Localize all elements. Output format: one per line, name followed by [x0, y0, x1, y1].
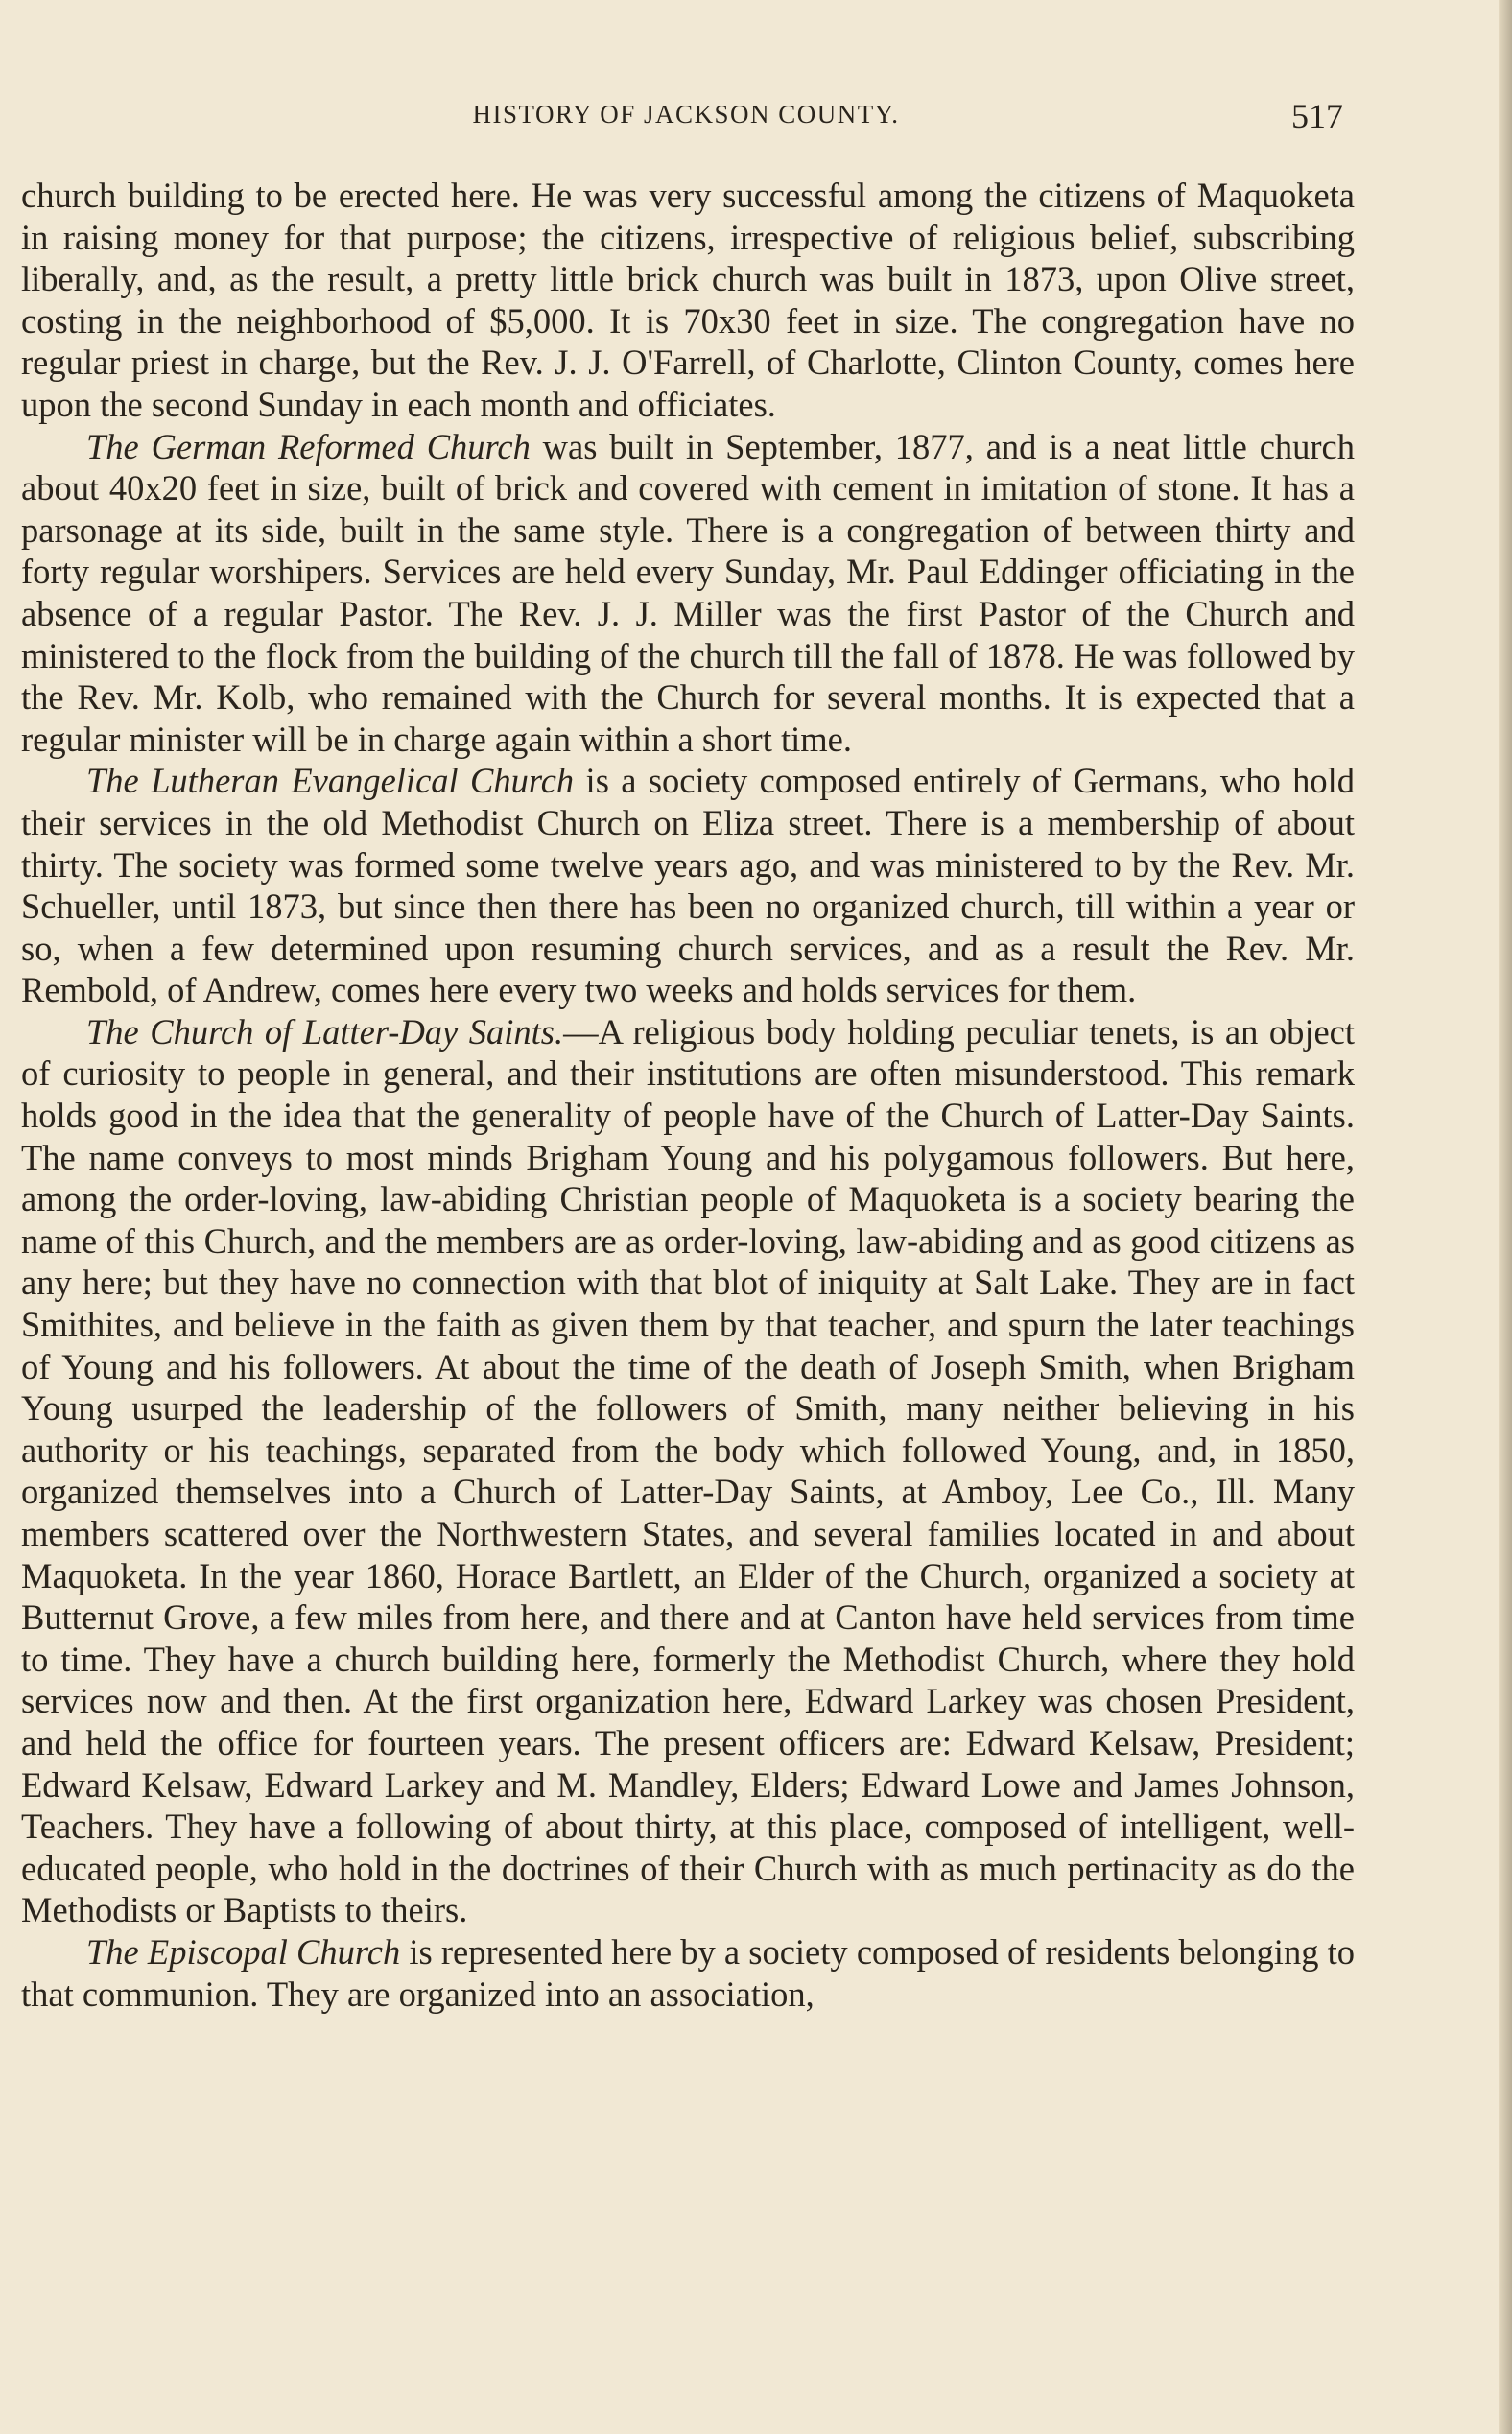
paragraph-latter-day-saints — [21, 1011, 1355, 1931]
paragraph-text: is represented here by a society composed of residents belonging to that communion. They are organized into an association, — [21, 1931, 1355, 2014]
paragraph-lutheran-evangelical-church — [21, 760, 1355, 1011]
paragraph-text: —A religious body holding peculiar tenets, is an object of curiosity to people in general, and their institutions are often misunderstood. This remark holds good in the idea that the generality of people have of the Church of Latter-Day Saints. The name conveys to most minds Brigham Young and his polygamous followers. But here, among the order-loving, law-abiding Christian people of Maquoketa is a society bearing the name of this Church, and the members are as order-loving, law-abiding and as good citizens as any here; but they have no connection with that blot of iniquity at Salt Lake. They are in fact Smithites, and believe in the faith as given them by that teacher, and spurn the later teachings of Young and his followers. At about the time of the death of Joseph Smith, when Brigham Young usurped the leadership of the followers of Smith, many neither believing in his authority or his teachings, separated from the body which followed Young, and, in 1850, organized themselves into a Church of Latter-Day Saints, at Amboy, Lee Co., Ill. Many members scattered over the Northwestern States, and several families located in and about Maquoketa. In the year 1860, Horace Bartlett, an Elder of the Church, organized a society at Butternut Grove, a few miles from here, and there and at Canton have held services from time to time. They have a church building here, formerly the Methodist Church, where they hold services now and then. At the first organization here, Edward Larkey was chosen President, and held the office for fourteen years. The present officers are: Edward Kelsaw, President; Edward Kelsaw, Edward Larkey and M. Mandley, Elders; Edward Lowe and James Johnson, Teachers. They have a following of about thirty, at this place, composed of intelligent, well-educated people, who hold in the doctrines of their Church with as much pertinacity as do the Methodists or Baptists to theirs. — [21, 1011, 1356, 1930]
paragraph-episcopal-church — [21, 1931, 1355, 2015]
running-title: HISTORY OF JACKSON COUNTY. — [472, 100, 900, 129]
section-lead-german-reformed: The German Reformed Church — [86, 426, 531, 466]
paragraph-text: is a society composed entirely of Germans, who hold their services in the old Methodist Church on Eliza street. There is a membership of about thirty. The society was formed some twelve years ago, and was ministered to by the Rev. Mr. Schueller, until 1873, but since then there has been no organized church, till within a year or so, when a few determined upon resuming church services, and as a result the Rev. Mr. Rembold, of Andrew, comes here every two weeks and holds services for them. — [21, 761, 1355, 1010]
paragraph-catholic-church-continued — [21, 175, 1355, 426]
paragraph-text: church building to be erected here. He was very successful among the citizens of Maquoketa in raising money for that purpose; the citizens, irrespective of religious belief, subscribing liberally, and, as the result, a pretty little brick church was built in 1873, upon Olive street, costing in the neighborhood of $5,000. It is 70x30 feet in size. The congregation have no regular priest in charge, but the Rev. J. J. O'Farrell, of Charlotte, Clinton County, comes here upon the second Sunday in each month and officiates. — [21, 176, 1355, 424]
section-lead-episcopal: The Episcopal Church — [86, 1931, 401, 1972]
page-number: 517 — [1291, 97, 1343, 135]
page-edge — [1499, 0, 1512, 2434]
section-lead-latter-day-saints: The Church of Latter-Day Saints. — [86, 1011, 564, 1052]
paragraph-text: was built in September, 1877, and is a neat little church about 40x20 feet in size, built of brick and covered with cement in imitation of stone. It has a parsonage at its side, built in the same style. There is a congregation of between thirty and forty regular worshipers. Services are held every Sunday, Mr. Paul Eddinger officiating in the absence of a regular Pastor. The Rev. J. J. Miller was the first Pastor of the Church and ministered to the flock from the building of the church till the fall of 1878. He was followed by the Rev. Mr. Kolb, who remained with the Church for several months. It is expected that a regular minister will be in charge again within a short time. — [21, 426, 1355, 759]
body-text — [21, 175, 1355, 2015]
section-lead-lutheran-evangelical: The Lutheran Evangelical Church — [86, 761, 575, 801]
page-header — [0, 96, 1372, 134]
paragraph-german-reformed-church — [21, 426, 1355, 761]
